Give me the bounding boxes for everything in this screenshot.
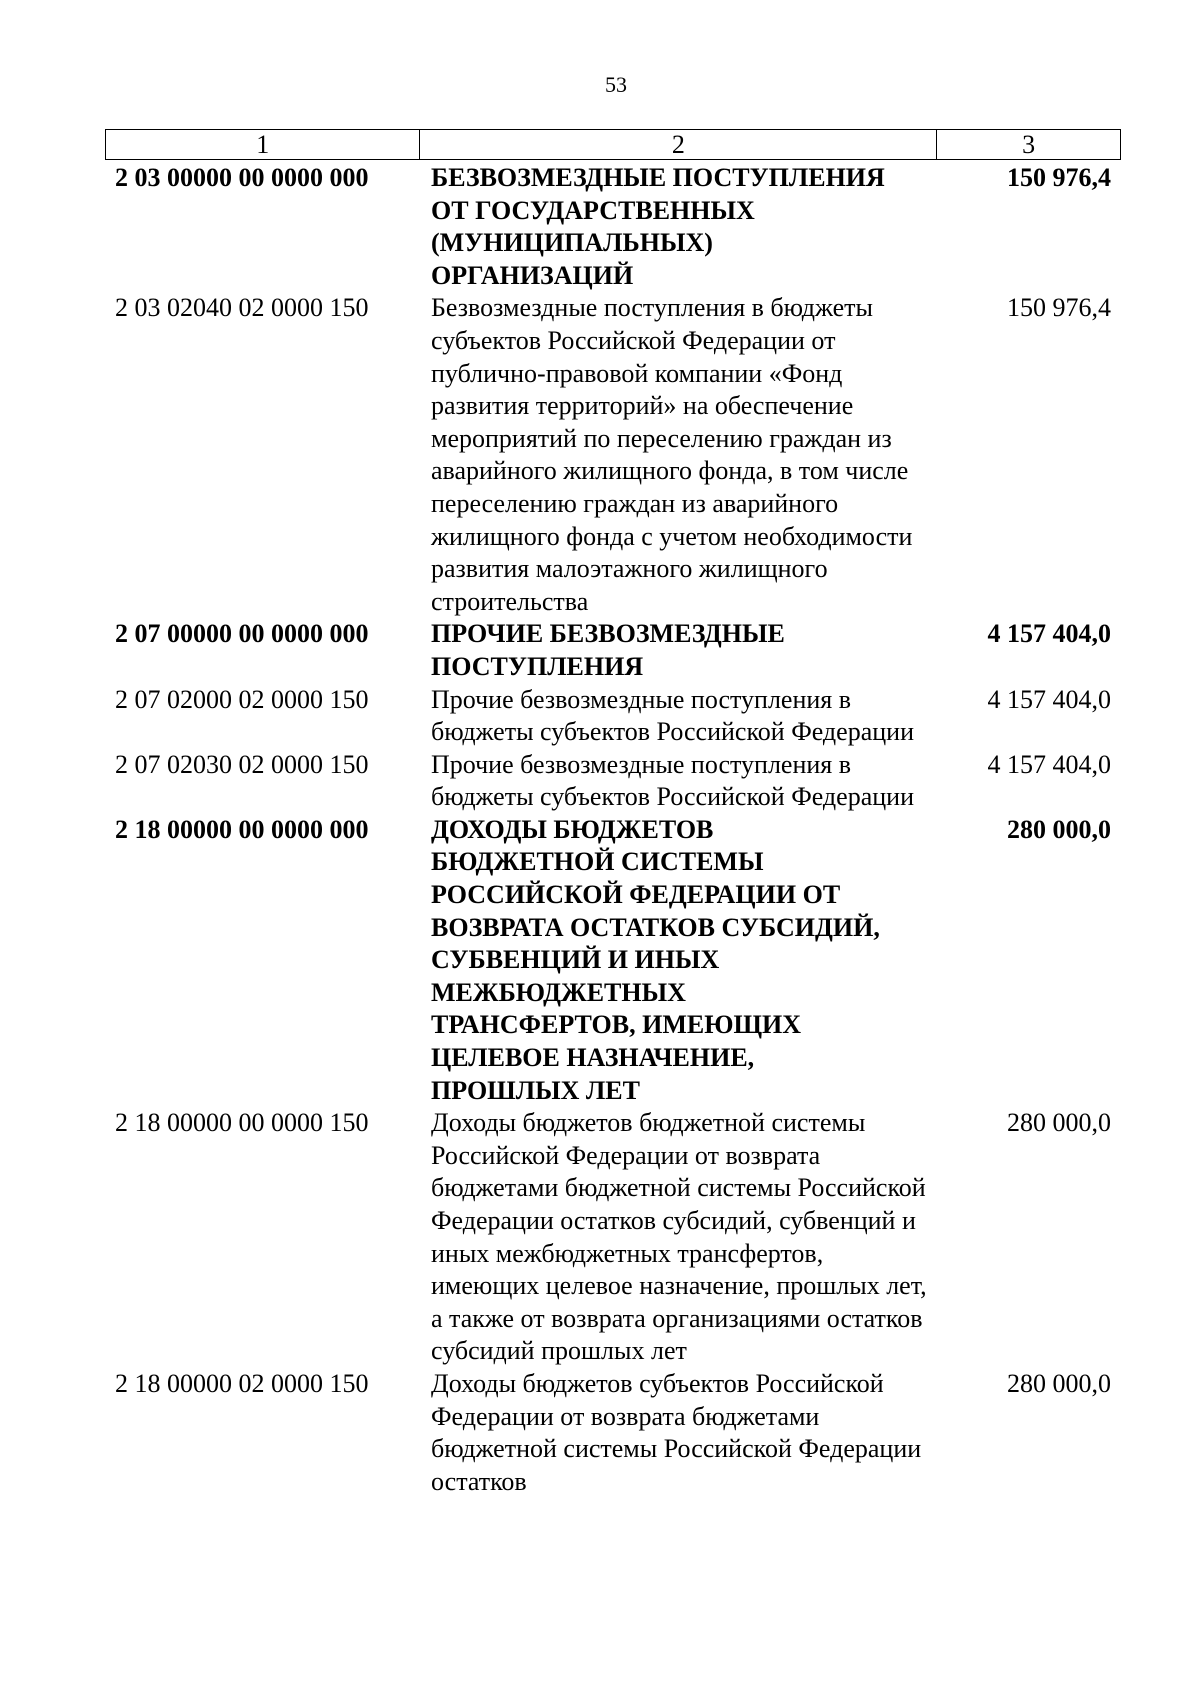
- income-name: Прочие безвозмездные поступления в бюджеты субъектов Российской Федерации: [431, 749, 914, 812]
- budget-code: 2 07 02030 02 0000 150: [115, 749, 369, 779]
- table-header-row: [105, 129, 1121, 160]
- income-name: Безвозмездные поступления в бюджеты субъектов Российской Федерации от публично-правовой компании «Фонд развития территорий» на обеспечение мероприятий по переселению граждан из аварийного жилищного фонда, в том числе переселению граждан из аварийного жилищного фонда с учетом необходимости развития малоэтажного жилищного строительства: [431, 293, 913, 616]
- budget-code: 2 18 00000 00 0000 150: [115, 1108, 369, 1138]
- income-name: Прочие безвозмездные поступления в бюджеты субъектов Российской Федерации: [431, 684, 914, 747]
- table-body: [105, 162, 1121, 1498]
- budget-table: [105, 129, 1121, 1498]
- table-row: [105, 1107, 1121, 1368]
- income-name: ДОХОДЫ БЮДЖЕТОВ БЮДЖЕТНОЙ СИСТЕМЫ РОССИЙСКОЙ ФЕДЕРАЦИИ ОТ ВОЗВРАТА ОСТАТКОВ СУБСИДИЙ, СУБВЕНЦИЙ И ИНЫХ МЕЖБЮДЖЕТНЫХ ТРАНСФЕРТОВ, ИМЕЮЩИХ ЦЕЛЕВОЕ НАЗНАЧЕНИЕ, ПРОШЛЫХ ЛЕТ: [431, 814, 880, 1105]
- budget-code: 2 18 00000 00 0000 000: [115, 814, 369, 844]
- amount: 4 157 404,0: [987, 619, 1111, 649]
- amount: 4 157 404,0: [987, 684, 1111, 714]
- column-header-1: 1: [256, 130, 270, 159]
- budget-code: 2 07 02000 02 0000 150: [115, 684, 369, 714]
- budget-code: 2 07 00000 00 0000 000: [115, 619, 369, 649]
- budget-code: 2 18 00000 02 0000 150: [115, 1368, 369, 1398]
- budget-code: 2 03 00000 00 0000 000: [115, 163, 369, 192]
- income-name: ПРОЧИЕ БЕЗВОЗМЕЗДНЫЕ ПОСТУПЛЕНИЯ: [431, 619, 785, 681]
- income-name: БЕЗВОЗМЕЗДНЫЕ ПОСТУПЛЕНИЯ ОТ ГОСУДАРСТВЕННЫХ (МУНИЦИПАЛЬНЫХ) ОРГАНИЗАЦИЙ: [431, 163, 885, 290]
- amount: 280 000,0: [1007, 1368, 1111, 1398]
- table-row: [105, 618, 1121, 683]
- table-row: [105, 162, 1121, 292]
- table-row: [105, 292, 1121, 618]
- table-row: [105, 684, 1121, 749]
- table-row: [105, 814, 1121, 1107]
- amount: 4 157 404,0: [987, 749, 1111, 779]
- column-header-3: 3: [936, 130, 1120, 159]
- amount: 280 000,0: [1007, 1108, 1111, 1138]
- amount: 280 000,0: [1007, 814, 1111, 844]
- page-number: 53: [605, 72, 627, 97]
- amount: 150 976,4: [1007, 293, 1111, 323]
- income-name: Доходы бюджетов бюджетной системы Российской Федерации от возврата бюджетами бюджетной системы Российской Федерации остатков субсидий, субвенций и иных межбюджетных трансфертов, имеющих целевое назначение, прошлых лет, а также от возврата организациями остатков субсидий прошлых лет: [431, 1108, 927, 1366]
- income-name: Доходы бюджетов субъектов Российской Федерации от возврата бюджетами бюджетной системы Российской Федерации остатков: [431, 1368, 922, 1496]
- budget-code: 2 03 02040 02 0000 150: [115, 293, 369, 323]
- table-row: [105, 1368, 1121, 1498]
- amount: 150 976,4: [1007, 163, 1111, 192]
- column-header-2: 2: [419, 130, 936, 159]
- table-row: [105, 749, 1121, 814]
